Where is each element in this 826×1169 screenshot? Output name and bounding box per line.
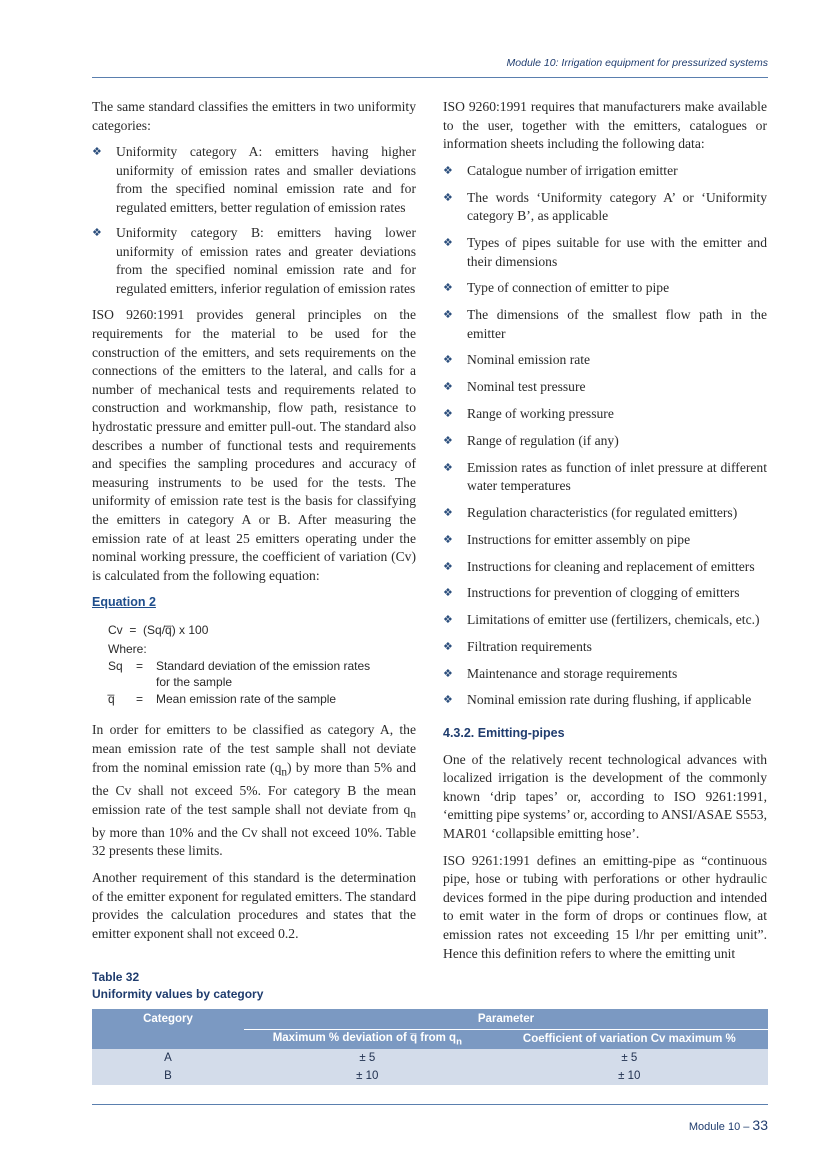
list-item: ❖ Regulation characteristics (for regulated emitters): [443, 504, 767, 523]
definition-row: [108, 658, 416, 675]
diamond-bullet-icon: ❖: [443, 353, 453, 367]
diamond-bullet-icon: ❖: [443, 308, 453, 322]
table-row: [92, 1049, 768, 1067]
list-item: ❖ The words ‘Uniformity category A’ or ‘Uniformity category B’, as applicable: [443, 189, 767, 224]
list-item: ❖ Type of connection of emitter to pipe: [443, 279, 767, 298]
table-header-cv: Coefficient of variation Cv maximum %: [491, 1029, 768, 1049]
diamond-bullet-icon: ❖: [443, 666, 453, 680]
diamond-bullet-icon: ❖: [443, 559, 453, 573]
table-cell-category: B: [92, 1067, 244, 1085]
exponent-paragraph: Another requirement of this standard is the determination of the emitter exponent for regulated emitters. The standard provides the calculation procedures and states that the emitter exponent shall not exceed 0.2.: [92, 870, 416, 941]
section-heading: 4.3.2. Emitting-pipes: [443, 726, 565, 741]
diamond-bullet-icon: ❖: [443, 190, 453, 204]
right-column: [443, 98, 767, 963]
list-item: ❖ Nominal test pressure: [443, 378, 767, 397]
diamond-bullet-icon: ❖: [443, 586, 453, 600]
uniformity-categories-list: [92, 143, 416, 298]
left-column: [92, 98, 416, 943]
list-item: ❖ Uniformity category A: emitters having higher uniformity of emission rates and smaller deviations from the specified nominal emission rate and for regulated emitters, better regulation of emission rates: [92, 144, 416, 215]
definition-symbol: Sq: [108, 658, 123, 673]
limits-paragraph: In order for emitters to be classified as category A, the mean emission rate of the test sample shall not deviate from the nominal emission rate $(q_n)$ by more than 5% and the Cv shall not exceed 5%. For category B the mean emission rate of the test sample shall not deviate from $q_n$ by more than 10% and the Cv shall not exceed 10%. Table 32 presents these limits.: [92, 722, 417, 859]
diamond-bullet-icon: ❖: [443, 693, 453, 707]
footer-module: Module 10 –: [688, 1121, 750, 1133]
running-header: Module 10: Irrigation equipment for pressurized systems: [506, 57, 768, 69]
manufacturer-data-list: [443, 162, 767, 710]
page-number: 33: [752, 1117, 768, 1133]
equation-line: [108, 622, 416, 639]
list-item: ❖ Limitations of emitter use (fertilizers, chemicals, etc.): [443, 611, 767, 630]
list-item: ❖ Filtration requirements: [443, 638, 767, 657]
equation-title: Equation 2: [92, 595, 156, 610]
diamond-bullet-icon: ❖: [443, 407, 453, 421]
diamond-bullet-icon: ❖: [443, 380, 453, 394]
page-footer: [689, 1117, 768, 1133]
list-item: ❖ Nominal emission rate during flushing, if applicable: [443, 691, 767, 710]
list-item: ❖ Instructions for cleaning and replacement of emitters: [443, 558, 767, 577]
table-cell-cv: ± 10: [491, 1067, 768, 1085]
table-title: Uniformity values by category: [92, 987, 264, 1001]
equation-rhs: (Sq/q̅) x 100: [143, 622, 209, 637]
principles-paragraph: ISO 9260:1991 provides general principles on the requirements for the material to be used for the construction of the emitters, and sets requirements on the connections of the emitters to the lateral, and calls for a number of mechanical tests and requirements related to construction and workmanship, flow path, resistance to hydrostatic pressure and emitter pull-out. The standard also describes a number of functional tests and requirements and specifies the sampling procedures and accuracy of measuring instruments to be used for the tests. The uniformity of emission rate test is the basis for classifying the emitters in category A or B. After measuring the emission rate of at least 25 emitters operating under the nominal working pressure, the coefficient of variation (Cv) is calculated from the following equation:: [92, 307, 416, 583]
diamond-bullet-icon: ❖: [92, 226, 102, 240]
table-row: [92, 1067, 768, 1085]
definition-equals: =: [136, 658, 144, 673]
diamond-bullet-icon: ❖: [92, 145, 102, 159]
table-caption: [92, 969, 263, 1003]
list-item: ❖ Emission rates as function of inlet pressure at different water temperatures: [443, 459, 767, 494]
table-header-category: Category: [92, 1009, 244, 1049]
table-header-parameter: Parameter: [244, 1009, 768, 1029]
diamond-bullet-icon: ❖: [443, 505, 453, 519]
table-cell-deviation: ± 10: [244, 1067, 491, 1085]
diamond-bullet-icon: ❖: [443, 433, 453, 447]
footer-rule: [92, 1104, 768, 1105]
diamond-bullet-icon: ❖: [443, 235, 453, 249]
equation-block: [92, 622, 416, 708]
table-cell-category: A: [92, 1049, 244, 1067]
definition-row: [108, 691, 416, 708]
list-item: ❖ Instructions for prevention of clogging of emitters: [443, 584, 767, 603]
table-header-deviation: Maximum % deviation of q̅ from $q_n$: [244, 1029, 491, 1049]
categories-intro: The same standard classifies the emitters in two uniformity categories:: [92, 99, 416, 133]
definition-text: Mean emission rate of the sample: [156, 691, 337, 706]
diamond-bullet-icon: ❖: [443, 532, 453, 546]
diamond-bullet-icon: ❖: [443, 613, 453, 627]
diamond-bullet-icon: ❖: [443, 460, 453, 474]
definition-continuation: for the sample: [156, 675, 233, 690]
diamond-bullet-icon: ❖: [443, 163, 453, 177]
definition-equals: =: [136, 691, 144, 706]
header-rule: [92, 77, 768, 78]
table-cell-deviation: ± 5: [244, 1049, 491, 1067]
definition-paragraph: ISO 9261:1991 defines an emitting-pipe as “continuous pipe, hose or tubing with perforations or other hydraulic devices formed in the pipe during production and intended to emit water in the form of drops or continues flow, at emission rates not exceeding 15 l/hr per emitting unit”. Hence this definition refers to where the emitting unit: [443, 852, 767, 961]
data-requirements-intro: ISO 9260:1991 requires that manufacturers make available to the user, together with the emitters, catalogues or information sheets including the following data:: [443, 99, 767, 152]
equation-equals: =: [129, 622, 137, 637]
list-item: ❖ Nominal emission rate: [443, 351, 767, 370]
list-item: ❖ The dimensions of the smallest flow path in the emitter: [443, 307, 767, 341]
list-item: ❖ Range of regulation (if any): [443, 432, 767, 451]
list-item: ❖ Instructions for emitter assembly on pipe: [443, 531, 767, 550]
uniformity-table: [92, 1009, 768, 1085]
equation-where: Where:: [108, 642, 147, 657]
list-item: ❖ Maintenance and storage requirements: [443, 665, 767, 684]
table-number: Table 32: [92, 970, 140, 984]
list-item: ❖ Uniformity category B: emitters having lower uniformity of emission rates and greater deviations from the specified nominal emission rate and for regulated emitters, inferior regulation of emission rates: [92, 225, 416, 296]
definition-text: Standard deviation of the emission rates: [156, 658, 371, 673]
table-cell-cv: ± 5: [491, 1049, 768, 1067]
list-item: ❖ Catalogue number of irrigation emitter: [443, 162, 767, 181]
diamond-bullet-icon: ❖: [443, 639, 453, 653]
definition-symbol: q̅: [108, 691, 115, 706]
equation-lhs: Cv: [108, 622, 123, 637]
list-item: ❖ Types of pipes suitable for use with the emitter and their dimensions: [443, 234, 767, 269]
diamond-bullet-icon: ❖: [443, 281, 453, 295]
list-item: ❖ Range of working pressure: [443, 405, 767, 424]
drip-tapes-paragraph: One of the relatively recent technological advances with localized irrigation is the development of the commonly known ‘drip tapes’ or, according to ISO 9261:1991, ‘emitting pipe systems’ or, according to ANSI/ASAE S553, MAR01 ‘collapsible emitting hose’.: [443, 751, 767, 841]
